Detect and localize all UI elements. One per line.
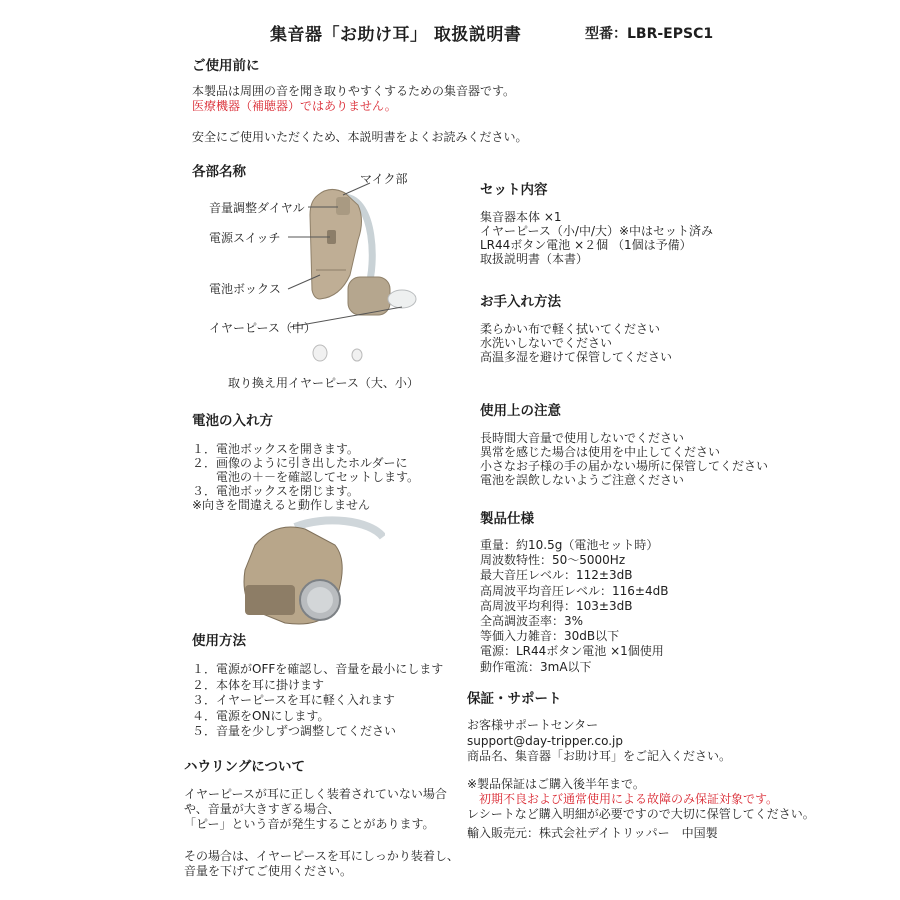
caution-item: 長時間大音量で使用しないでください	[480, 431, 685, 445]
spec-item: 等価入力雑音：30dB以下	[480, 629, 620, 644]
support-list	[467, 718, 731, 765]
spec-item: 最大音圧レベル：112±3dB	[480, 568, 633, 583]
receipt-note: レシートなど購入明細が必要ですので大切に保管してください。	[467, 807, 815, 821]
usage-step: ５．音量を少しずつ調整してください	[192, 724, 397, 738]
not-medical-warning: 医療機器（補聴器）ではありません。	[192, 99, 397, 113]
importer-info: 輸入販売元：株式会社デイトリッパー 中国製	[467, 826, 718, 840]
battery-install-photo	[235, 515, 385, 630]
set-item: LR44ボタン電池 ×２個 （1個は予備）	[480, 238, 692, 252]
set-item: 取扱説明書（本書）	[480, 252, 589, 266]
set-item: 集音器本体 ×1	[480, 210, 562, 224]
label-mic: マイク部	[360, 172, 408, 186]
care-heading: お手入れ方法	[480, 294, 561, 310]
earpiece-housing	[348, 277, 390, 315]
cautions-list	[480, 431, 768, 487]
spec-item: 電源：LR44ボタン電池 ×1個使用	[480, 644, 664, 659]
spare-earpiece-large	[313, 345, 327, 361]
earpiece-tip	[388, 290, 416, 308]
howling-line: イヤーピースが耳に正しく装着されていない場合	[184, 787, 447, 801]
usage-step: ２．本体を耳に掛けます	[192, 677, 325, 692]
before-use-line2: 安全にご使用いただくため、本説明書をよくお読みください。	[192, 130, 528, 144]
caution-item: 小さなお子様の手の届かない場所に保管してください	[480, 459, 769, 473]
volume-dial	[336, 197, 350, 215]
spec-item: 全高調波歪率：3%	[480, 613, 584, 628]
label-spare-earpieces: 取り換え用イヤーピース（大、小）	[228, 376, 419, 390]
usage-step: １．電源がOFFを確認し、音量を最小にします	[192, 662, 444, 676]
howling-para2	[184, 849, 459, 879]
support-heading: 保証・サポート	[467, 691, 562, 707]
caution-item: 電池を誤飲しないようご注意ください	[480, 473, 685, 487]
before-use-line1: 本製品は周囲の音を聞き取りやすくするための集音器です。	[192, 84, 516, 98]
battery-step: ※向きを間違えると動作しません	[192, 498, 371, 512]
battery-face	[307, 587, 333, 613]
support-line: お客様サポートセンター	[467, 718, 599, 732]
caution-item: 異常を感じた場合は使用を中止してください	[480, 445, 721, 459]
howling-line: その場合は、イヤーピースを耳にしっかり装着し、	[184, 849, 459, 863]
spare-earpiece-small	[352, 349, 362, 361]
cautions-heading: 使用上の注意	[480, 403, 561, 419]
howling-para1	[184, 787, 447, 832]
battery-install-heading: 電池の入れ方	[192, 413, 273, 429]
battery-step: １．電池ボックスを開きます。	[192, 442, 359, 456]
spec-item: 重量：約10.5g（電池セット時）	[480, 538, 659, 552]
usage-heading: 使用方法	[192, 633, 246, 649]
battery-step: ３．電池ボックスを閉じます。	[192, 484, 359, 498]
howling-line: 「ピー」という音が発生することがあります。	[184, 817, 435, 831]
usage-steps	[192, 662, 443, 740]
warranty-note: ※製品保証はご購入後半年まで。	[467, 777, 645, 791]
spec-item: 動作電流：3mA以下	[480, 659, 592, 674]
model-number: 型番：LBR-EPSC1	[585, 26, 714, 42]
usage-step: ４．電源をONにします。	[192, 708, 330, 723]
battery-step: 電池の＋－を確認してセットします。	[192, 470, 420, 484]
document-title: 集音器「お助け耳」 取扱説明書	[270, 25, 522, 45]
support-line: 商品名、集音器「お助け耳」をご記入ください。	[467, 749, 732, 763]
parts-heading: 各部名称	[192, 164, 246, 180]
howling-line: や、音量が大きすぎる場合、	[184, 802, 340, 816]
battery-step: ２．画像のように引き出したホルダーに	[192, 456, 408, 470]
label-power-switch: 電源スイッチ	[209, 231, 281, 245]
howling-line: 音量を下げてご使用ください。	[184, 864, 353, 878]
battery-holder	[245, 585, 295, 615]
set-contents-heading: セット内容	[480, 182, 548, 198]
set-item: イヤーピース（小/中/大）※中はセット済み	[480, 224, 714, 238]
support-line: support@day-tripper.co.jp	[467, 733, 623, 748]
specs-heading: 製品仕様	[480, 511, 534, 527]
care-item: 高温多湿を避けて保管してください	[480, 350, 673, 364]
warranty-scope: 初期不良および通常使用による故障のみ保証対象です。	[467, 792, 779, 806]
battery-install-steps	[192, 442, 419, 512]
howling-heading: ハウリングについて	[184, 759, 305, 775]
care-item: 水洗いしないでください	[480, 336, 613, 350]
before-use-heading: ご使用前に	[192, 58, 260, 74]
spec-item: 高周波平均利得：103±3dB	[480, 598, 633, 613]
label-volume-dial: 音量調整ダイヤル	[209, 201, 305, 215]
specs-list	[480, 538, 668, 675]
spec-item: 高周波平均音圧レベル：116±4dB	[480, 583, 669, 598]
spec-item: 周波数特性：50～5000Hz	[480, 553, 626, 568]
care-item: 柔らかい布で軽く拭いてください	[480, 322, 661, 336]
label-battery-box: 電池ボックス	[209, 282, 281, 296]
care-list	[480, 322, 672, 364]
usage-step: ３．イヤーピースを耳に軽く入れます	[192, 693, 395, 707]
label-earpiece: イヤーピース（中）	[209, 321, 316, 335]
set-contents-list	[480, 210, 713, 266]
